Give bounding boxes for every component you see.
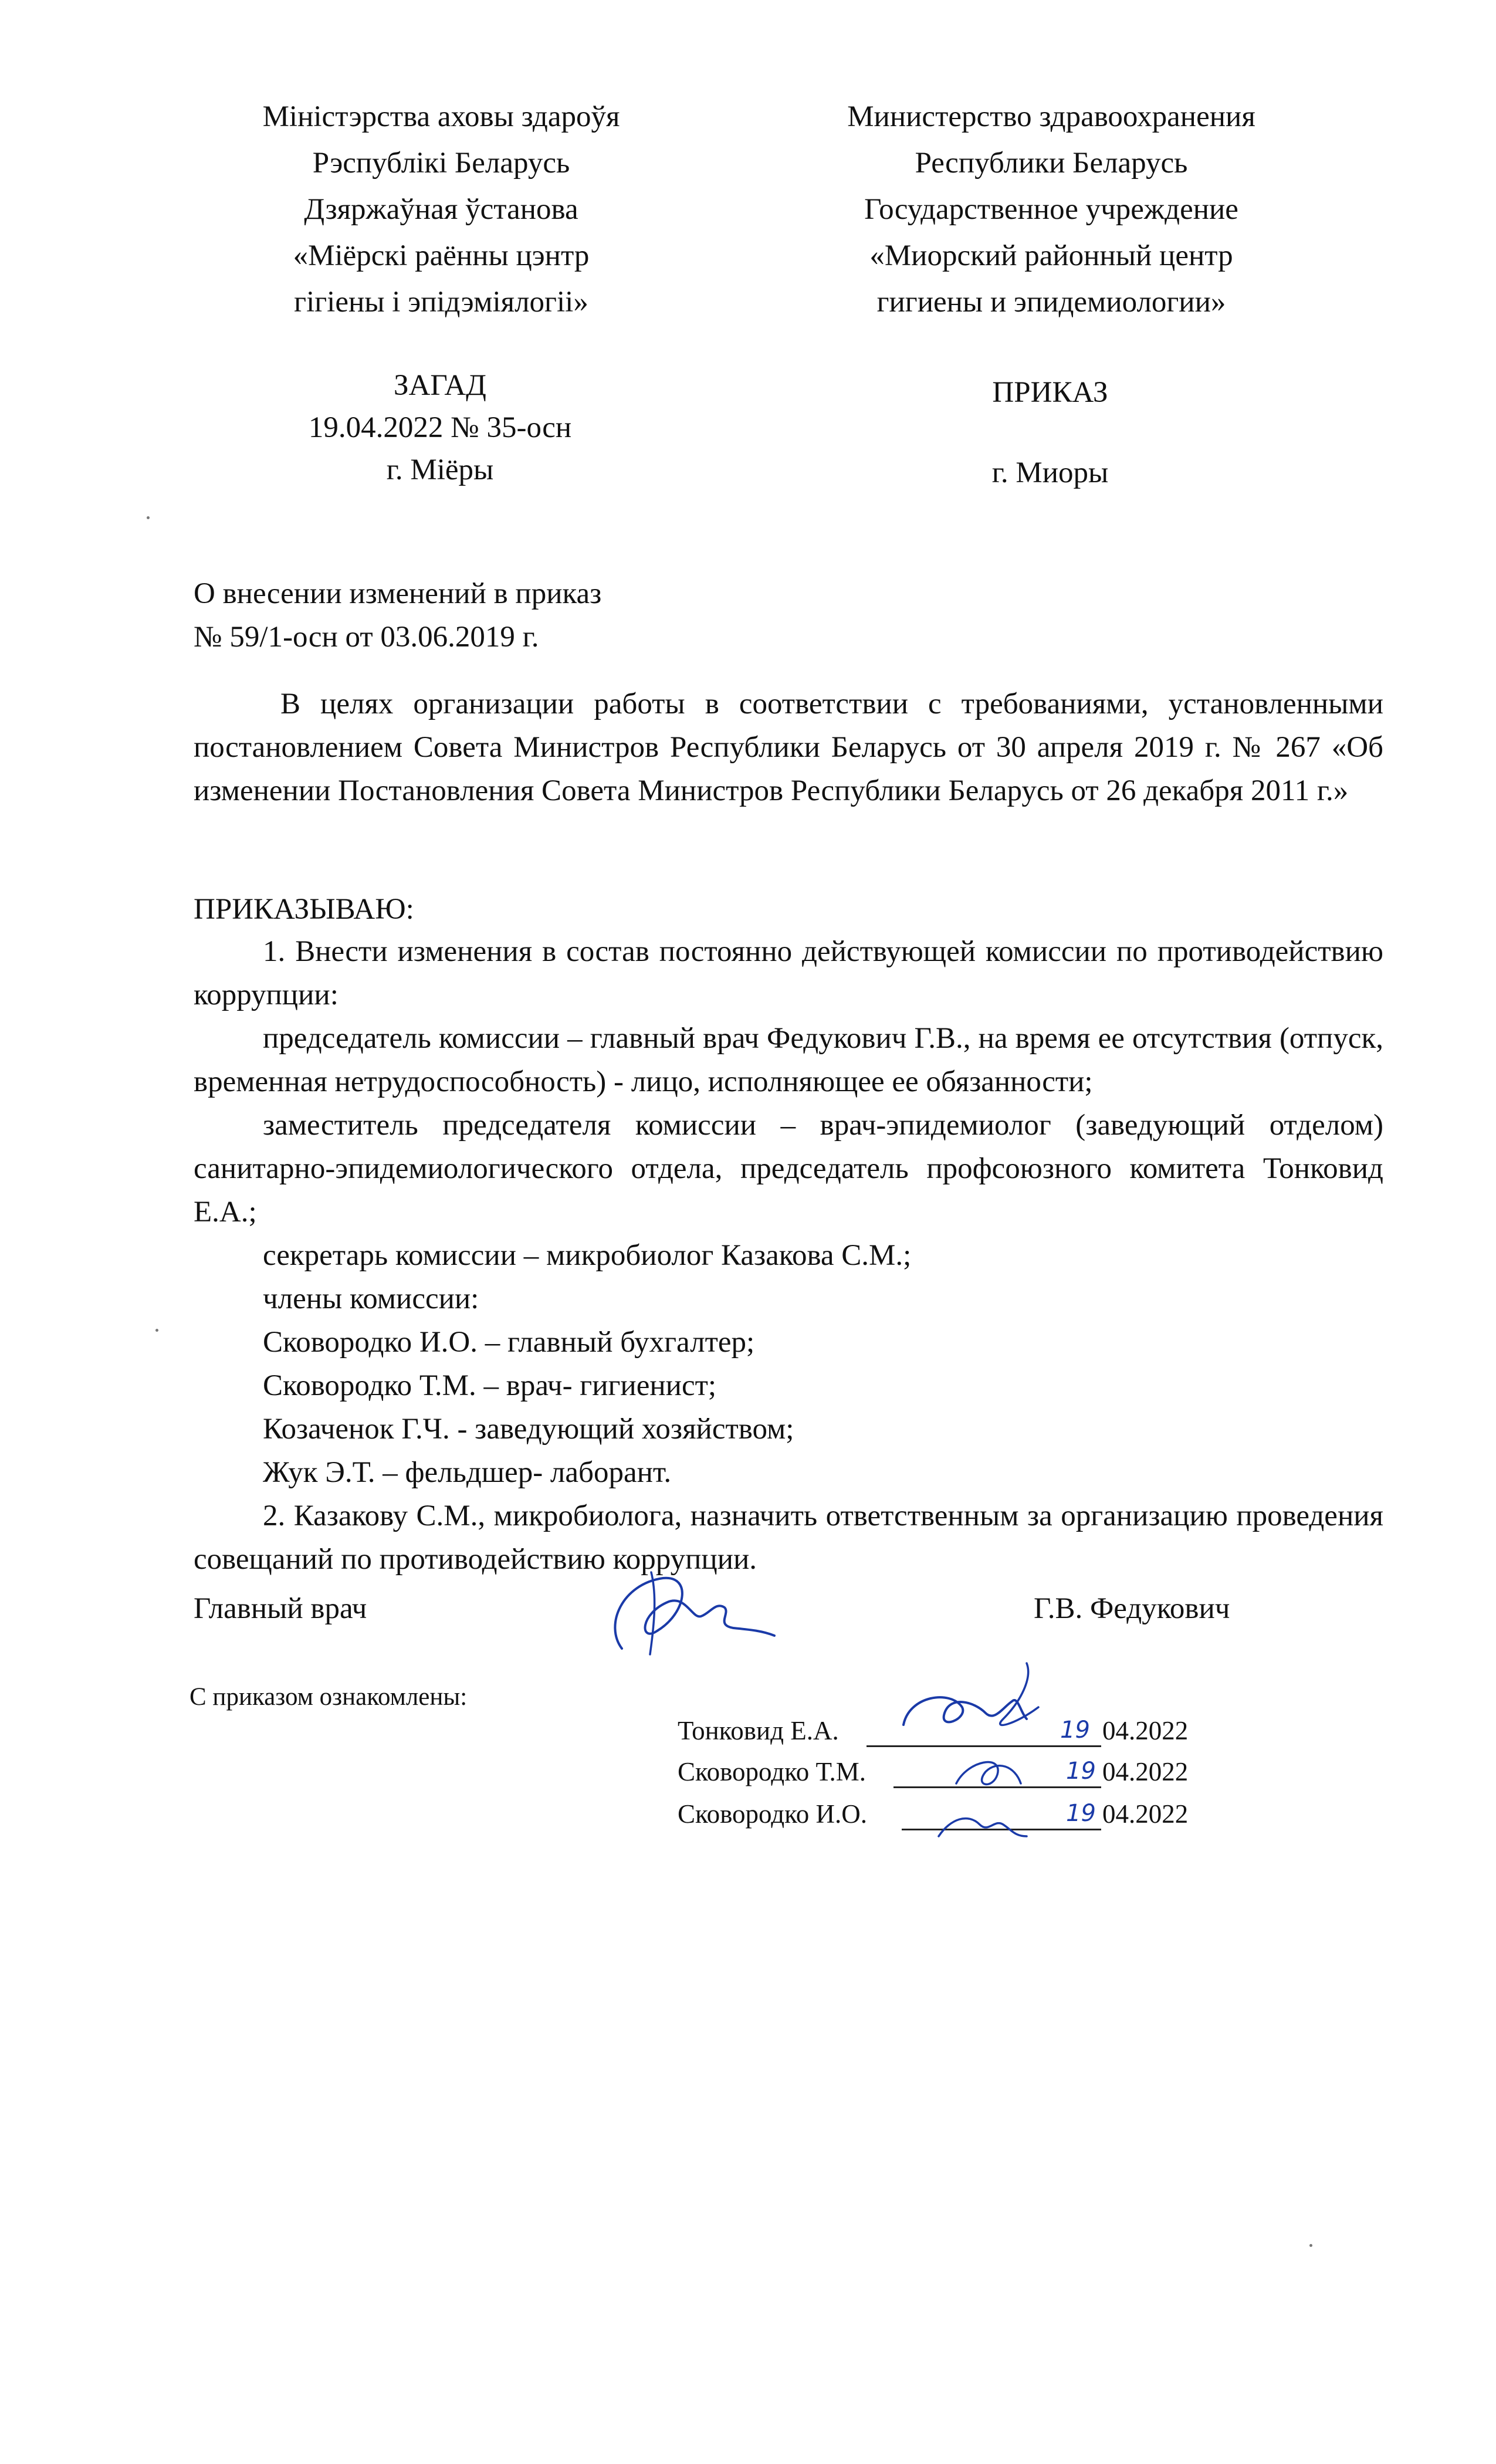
header-ru-line: Министерство здравоохранения bbox=[847, 100, 1255, 133]
acknowledgement-signatures bbox=[868, 1649, 1115, 1848]
order-title-belarusian: ЗАГАД bbox=[394, 369, 486, 402]
subject-line: О внесении изменений в приказ bbox=[194, 577, 602, 610]
scan-speck bbox=[147, 516, 150, 519]
head-doctor-signature bbox=[598, 1561, 786, 1666]
ack-person-name: Сковородко И.О. bbox=[678, 1799, 867, 1829]
order-body bbox=[194, 930, 1383, 1581]
acknowledgement-title: С приказом ознакомлены: bbox=[189, 1683, 468, 1711]
member-item: Козаченок Г.Ч. - заведующий хозяйством; bbox=[263, 1413, 794, 1446]
member-item: Сковородко Т.М. – врач- гигиенист; bbox=[263, 1369, 717, 1402]
header-ru-line: «Миорский районный центр bbox=[869, 239, 1233, 272]
order-date-number: 19.04.2022 № 35-осн bbox=[308, 411, 572, 444]
ack-date: 04.2022 bbox=[1102, 1757, 1189, 1786]
ack-date: 04.2022 bbox=[1102, 1799, 1189, 1829]
ack-day: 19 bbox=[1060, 1717, 1090, 1744]
member-item: Сковородко И.О. – главный бухгалтер; bbox=[263, 1326, 755, 1359]
header-by-line: гігіены і эпідэміялогіі» bbox=[294, 286, 588, 319]
scan-speck bbox=[155, 1329, 158, 1332]
commission-secretary: секретарь комиссии – микробиолог Казакова С.М.; bbox=[263, 1239, 912, 1272]
members-heading: члены комиссии: bbox=[263, 1282, 479, 1315]
header-by-line: Рэспублікі Беларусь bbox=[312, 147, 570, 180]
commission-deputy: заместитель председателя комиссии – врач-эпидемиолог (заведующий отделом) санитарно-эпидемиологического отдела, председатель профсоюзного комитета Тонковид Е.А.; bbox=[194, 1109, 1383, 1228]
header-ru-line: гигиены и эпидемиологии» bbox=[876, 286, 1226, 319]
header-belarusian bbox=[154, 94, 729, 326]
item-1: 1. Внести изменения в состав постоянно действующей комиссии по противодействию коррупции: bbox=[194, 935, 1383, 1011]
commission-chair: председатель комиссии – главный врач Федукович Г.В., на время ее отсутствия (отпуск, временная нетрудоспособность) - лицо, исполняющее ее обязанности; bbox=[194, 1022, 1383, 1098]
ack-date: 04.2022 bbox=[1102, 1716, 1189, 1745]
ack-day: 19 bbox=[1066, 1758, 1096, 1785]
subject-line: № 59/1-осн от 03.06.2019 г. bbox=[194, 621, 539, 654]
directive-heading: ПРИКАЗЫВАЮ: bbox=[194, 893, 414, 926]
header-ru-line: Государственное учреждение bbox=[864, 193, 1238, 226]
header-russian bbox=[764, 94, 1339, 326]
header-by-line: Дзяржаўная ўстанова bbox=[304, 193, 578, 226]
header-ru-line: Республики Беларусь bbox=[915, 147, 1188, 180]
signatory-role: Главный врач bbox=[194, 1592, 367, 1625]
preamble-paragraph: В целях организации работы в соответствии с требованиями, установленными постановлением Совета Министров Республики Беларусь от 30 апреля 2019 г. № 267 «Об изменении Постановления Совета Министров Республики Беларусь от 26 декабря 2011 г.» bbox=[194, 688, 1383, 807]
signatory-name: Г.В. Федукович bbox=[1034, 1592, 1230, 1625]
member-item: Жук Э.Т. – фельдшер- лаборант. bbox=[263, 1456, 672, 1489]
scan-speck bbox=[1309, 2244, 1312, 2247]
order-title-russian: ПРИКАЗ bbox=[992, 376, 1108, 409]
order-city-russian: г. Миоры bbox=[991, 456, 1109, 489]
item-2: 2. Казакову С.М., микробиолога, назначить ответственным за организацию проведения совещаний по противодействию коррупции. bbox=[194, 1500, 1383, 1576]
order-city-belarusian: г. Міёры bbox=[386, 453, 494, 486]
ack-day: 19 bbox=[1066, 1800, 1096, 1827]
ack-person-name: Сковородко Т.М. bbox=[678, 1757, 866, 1786]
header-by-line: «Міёрскі раённы цэнтр bbox=[293, 239, 590, 272]
ack-person-name: Тонковид Е.А. bbox=[678, 1716, 839, 1745]
header-by-line: Міністэрства аховы здароўя bbox=[262, 100, 620, 133]
order-subject bbox=[194, 572, 1383, 659]
